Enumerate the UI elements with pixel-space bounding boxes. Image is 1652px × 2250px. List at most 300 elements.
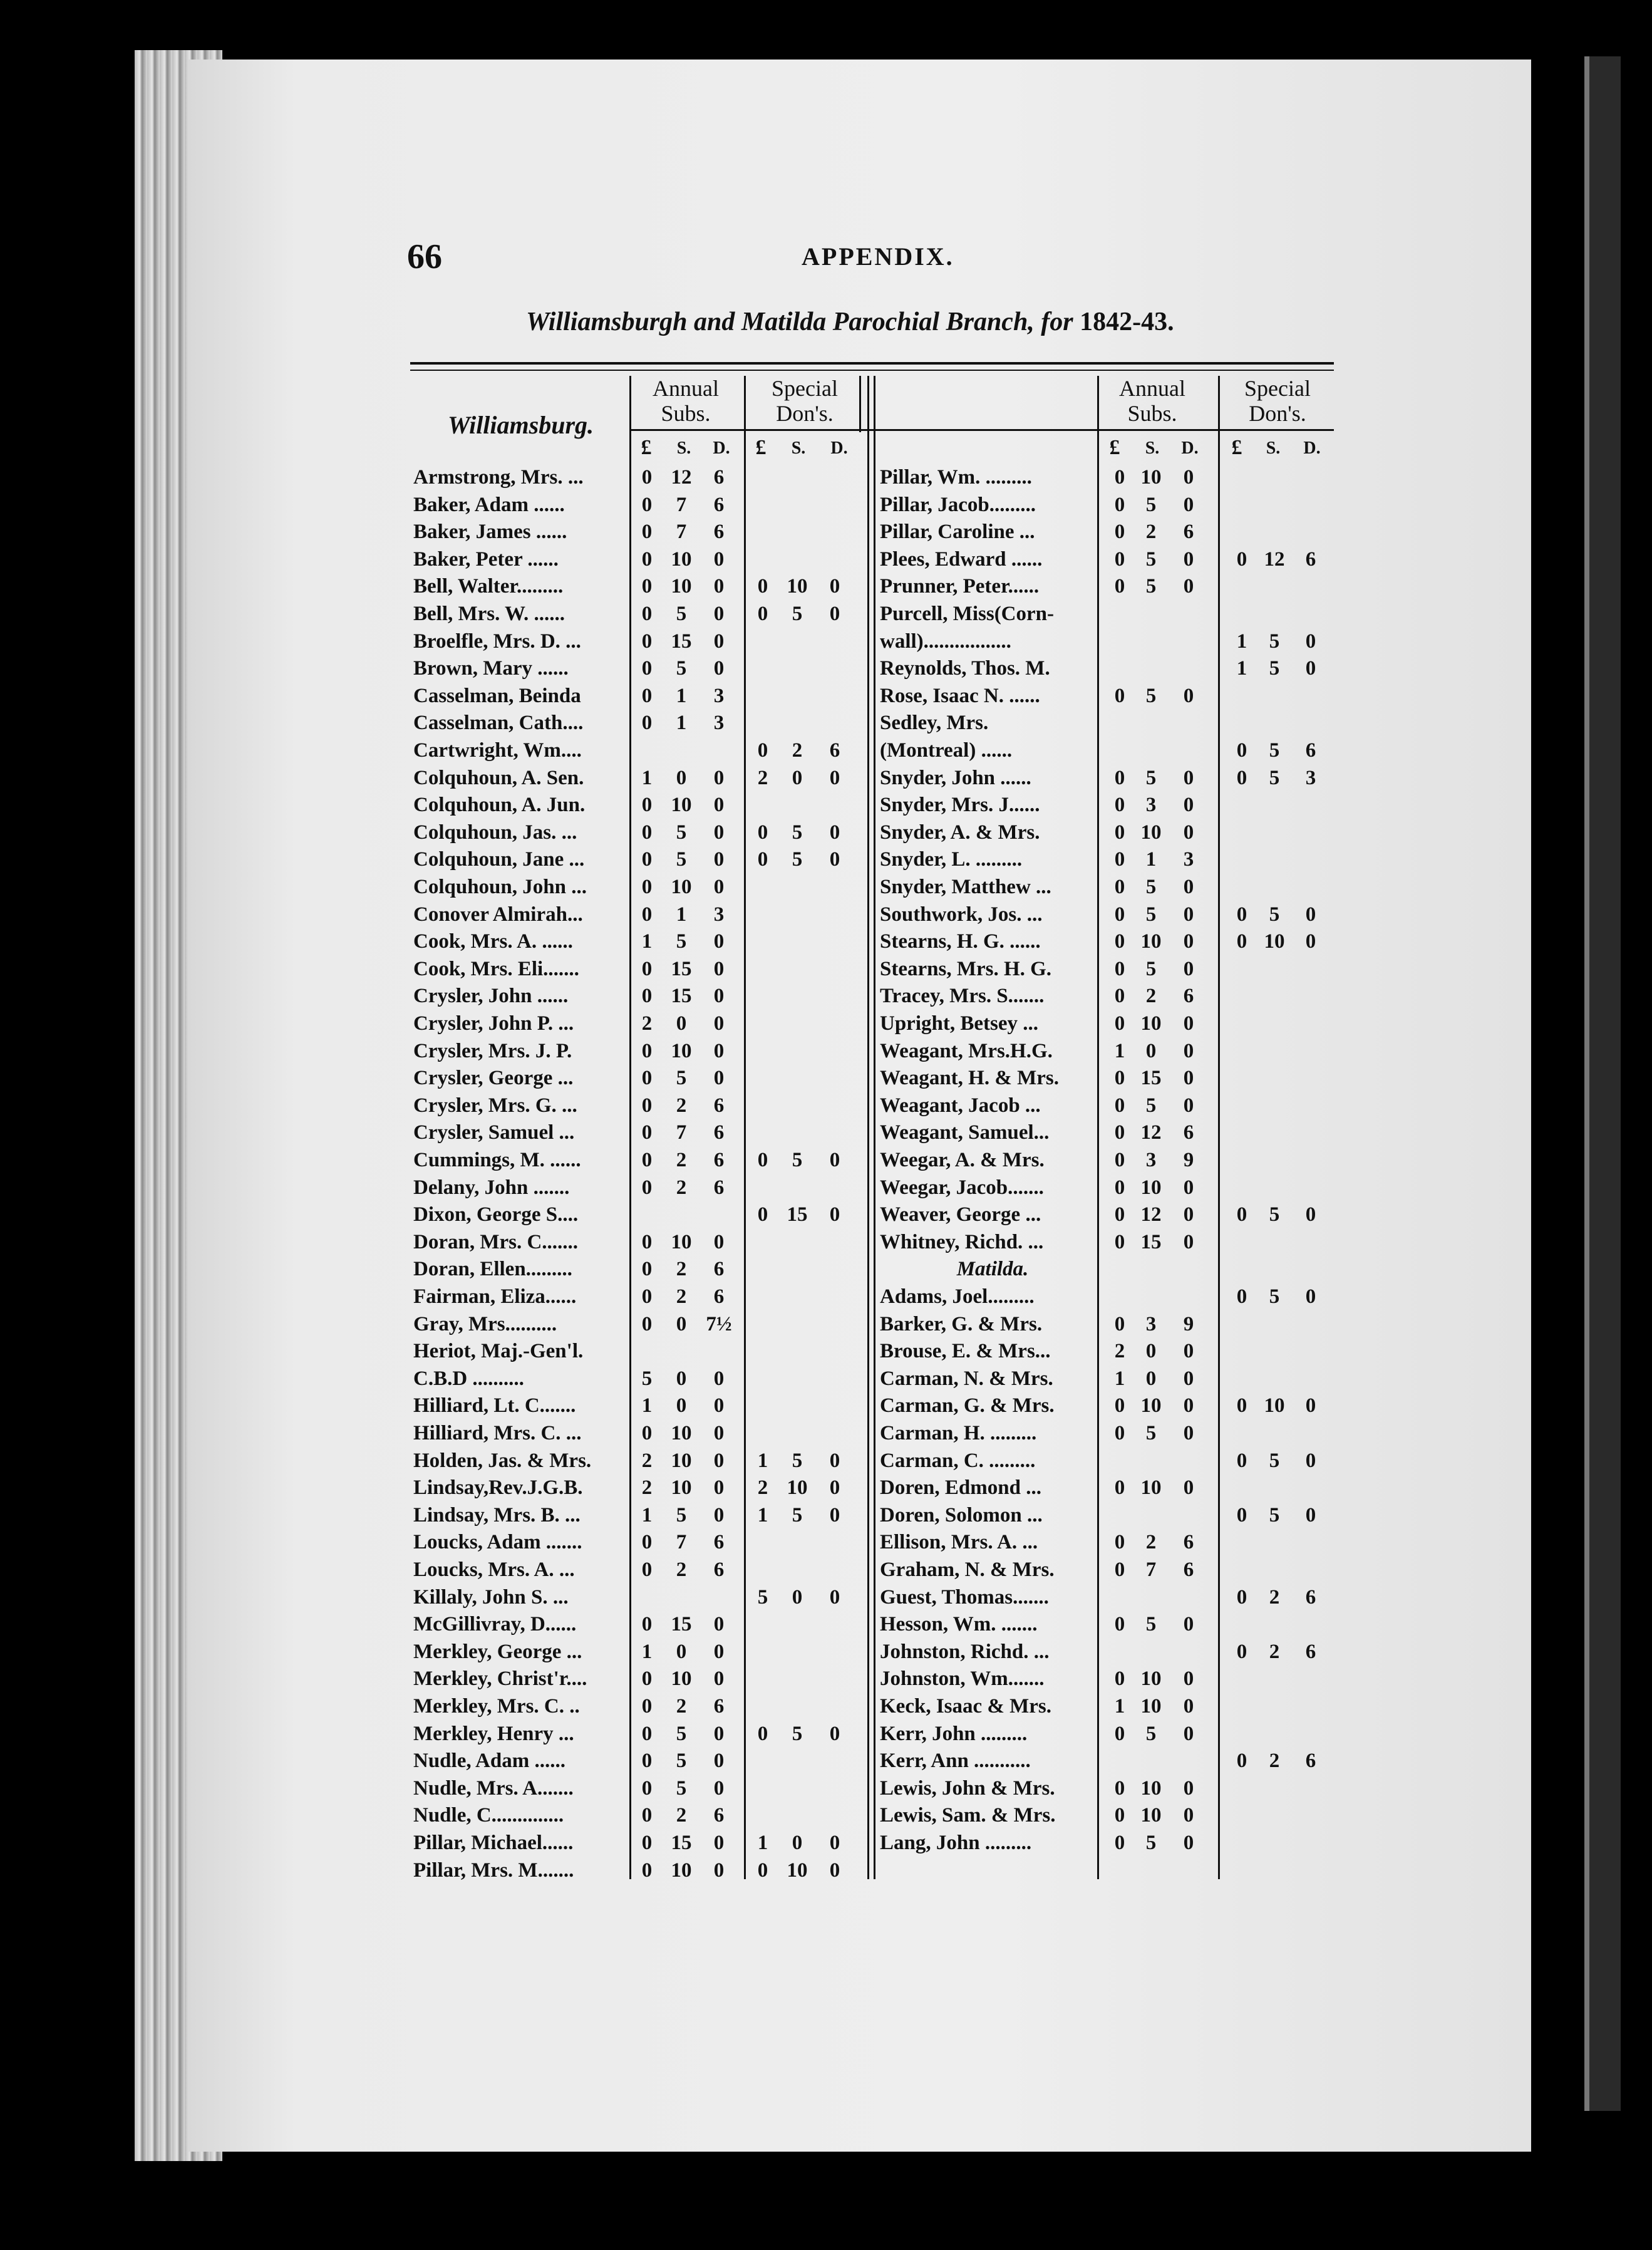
annual-shillings: 2 <box>676 1094 687 1117</box>
annual-pounds: 0 <box>1114 821 1125 844</box>
header-underline <box>629 429 1334 431</box>
subscriber-name: Hilliard, Mrs. C. ... <box>413 1422 582 1444</box>
running-head: APPENDIX. <box>802 242 954 271</box>
annual-shillings: 10 <box>1140 1012 1162 1035</box>
subscriber-name: Pillar, Caroline ... <box>880 521 1035 544</box>
annual-pence: 0 <box>1183 903 1194 926</box>
special-pounds: 0 <box>757 1203 768 1226</box>
annual-shillings: 2 <box>676 1285 687 1308</box>
list-item <box>413 518 852 546</box>
special-pence: 0 <box>1305 1285 1316 1308</box>
special-pounds: 0 <box>1236 1585 1247 1609</box>
annual-pence: 0 <box>713 547 725 571</box>
list-item <box>413 573 852 600</box>
annual-pence: 0 <box>713 1859 725 1882</box>
annual-pounds: 0 <box>641 903 653 926</box>
subscriber-name: (Montreal) ...... <box>880 739 1013 762</box>
list-item <box>880 573 1318 600</box>
special-pounds: 0 <box>1236 903 1247 926</box>
annual-pence: 0 <box>1183 575 1194 598</box>
annual-shillings: 10 <box>1140 1476 1162 1500</box>
subscriber-name: Lindsay,Rev.J.G.B. <box>413 1476 583 1500</box>
annual-pence: 0 <box>713 1722 725 1745</box>
annual-shillings: 2 <box>676 1149 687 1171</box>
annual-pounds: 0 <box>1114 1804 1125 1827</box>
annual-shillings: 15 <box>671 630 692 653</box>
annual-pence: 6 <box>713 1558 725 1581</box>
subscriber-name: Johnston, Richd. ... <box>880 1640 1050 1663</box>
annual-pounds: 0 <box>641 1230 653 1253</box>
top-rule-thin <box>410 370 1334 371</box>
annual-pounds: 0 <box>641 1531 653 1554</box>
annual-pence: 0 <box>713 1067 725 1090</box>
subscriber-name: Carman, G. & Mrs. <box>880 1394 1055 1418</box>
special-pence: 0 <box>829 1149 840 1171</box>
list-item <box>880 928 1318 955</box>
subscriber-name: Graham, N. & Mrs. <box>880 1558 1055 1581</box>
list-item <box>413 1802 852 1829</box>
list-item <box>413 1283 852 1310</box>
special-shillings: 5 <box>1269 739 1280 762</box>
annual-shillings: 10 <box>671 1422 692 1444</box>
annual-pence: 6 <box>713 1695 725 1718</box>
special-shillings: 5 <box>1269 1449 1280 1472</box>
special-pence: 0 <box>829 848 840 871</box>
special-shillings: 5 <box>1269 1503 1280 1527</box>
list-item <box>880 1556 1318 1584</box>
special-shillings: 5 <box>1269 903 1280 926</box>
subscriber-name: Cartwright, Wm.... <box>413 739 582 762</box>
list-item <box>880 1693 1318 1720</box>
special-pence: 0 <box>1305 1503 1316 1527</box>
list-item <box>880 518 1318 546</box>
special-pounds: 5 <box>757 1585 768 1609</box>
annual-shillings: 10 <box>671 1449 692 1472</box>
page-header <box>407 237 958 281</box>
annual-pounds: 0 <box>641 1285 653 1308</box>
list-item <box>413 1365 852 1392</box>
annual-shillings: 15 <box>1140 1230 1162 1253</box>
annual-shillings: 5 <box>1145 903 1157 926</box>
list-item <box>413 1556 852 1584</box>
column-rule <box>859 376 861 432</box>
subscriber-name: Cook, Mrs. Eli....... <box>413 957 579 980</box>
annual-pence: 0 <box>713 1012 725 1035</box>
subscriber-name: Guest, Thomas....... <box>880 1585 1049 1609</box>
annual-shillings: 0 <box>1145 1039 1157 1062</box>
annual-shillings: 10 <box>671 794 692 817</box>
subscriber-name: Weegar, Jacob....... <box>880 1176 1044 1199</box>
subscriber-name: Doran, Ellen......... <box>413 1258 572 1281</box>
special-pence: 6 <box>1305 1750 1316 1773</box>
special-pence: 3 <box>1305 766 1316 789</box>
list-item <box>880 1310 1318 1338</box>
subscriber-name: Plees, Edward ...... <box>880 547 1043 571</box>
special-shillings: 5 <box>792 848 803 871</box>
list-item <box>880 846 1318 873</box>
column-rule <box>867 376 869 1879</box>
annual-pence: 9 <box>1183 1149 1194 1171</box>
annual-pence: 0 <box>713 1476 725 1500</box>
special-shillings: 5 <box>1269 630 1280 653</box>
subscriber-name: Brouse, E. & Mrs... <box>880 1340 1051 1363</box>
list-item <box>413 1829 852 1857</box>
subscriber-name: Gray, Mrs.......... <box>413 1312 557 1335</box>
subscriber-name: Reynolds, Thos. M. <box>880 657 1050 680</box>
special-pence: 0 <box>1305 903 1316 926</box>
annual-pence: 0 <box>1183 1422 1194 1444</box>
subscriber-name: Crysler, Mrs. J. P. <box>413 1039 572 1062</box>
special-pounds: 0 <box>1236 1394 1247 1418</box>
annual-pounds: 2 <box>641 1476 653 1500</box>
annual-pounds: 0 <box>641 1832 653 1854</box>
annual-pence: 3 <box>1183 848 1194 871</box>
list-item <box>413 873 852 901</box>
annual-shillings: 7 <box>676 1121 687 1144</box>
subscriber-name: Snyder, Matthew ... <box>880 876 1051 898</box>
annual-pounds: 0 <box>641 1258 653 1281</box>
annual-pounds: 0 <box>1114 1203 1125 1226</box>
list-item <box>880 1474 1318 1501</box>
unit-pound: £ <box>641 436 652 459</box>
list-item <box>880 1747 1318 1775</box>
annual-pounds: 0 <box>1114 1613 1125 1636</box>
list-item <box>880 1365 1318 1392</box>
annual-pence: 0 <box>713 876 725 898</box>
subscriber-name: Snyder, John ...... <box>880 766 1031 789</box>
subscriber-name: Sedley, Mrs. <box>880 712 989 735</box>
annual-shillings: 0 <box>1145 1340 1157 1363</box>
special-pounds: 0 <box>1236 1503 1247 1527</box>
annual-pence: 0 <box>1183 1367 1194 1390</box>
special-pence: 0 <box>829 1859 840 1882</box>
annual-pounds: 0 <box>1114 1558 1125 1581</box>
annual-shillings: 10 <box>671 1039 692 1062</box>
list-item <box>413 1775 852 1802</box>
annual-pence: 0 <box>1183 1340 1194 1363</box>
annual-pounds: 0 <box>641 547 653 571</box>
list-item <box>413 1092 852 1119</box>
annual-pence: 0 <box>1183 1722 1194 1745</box>
subscriber-name: McGillivray, D...... <box>413 1613 577 1636</box>
annual-shillings: 10 <box>671 547 692 571</box>
subscriber-name: Weaver, George ... <box>880 1203 1041 1226</box>
annual-pounds: 0 <box>641 1094 653 1117</box>
annual-pence: 6 <box>1183 521 1194 544</box>
list-item <box>880 1665 1318 1693</box>
list-item <box>880 1010 1318 1037</box>
special-pounds: 1 <box>757 1449 768 1472</box>
list-item <box>413 1064 852 1092</box>
annual-shillings: 5 <box>676 603 687 625</box>
annual-pence: 0 <box>713 1422 725 1444</box>
annual-shillings: 3 <box>1145 1312 1157 1335</box>
annual-shillings: 5 <box>676 848 687 871</box>
special-pounds: 2 <box>757 766 768 789</box>
annual-pounds: 0 <box>641 1695 653 1718</box>
subscriber-name: Crysler, John ...... <box>413 985 569 1008</box>
annual-shillings: 10 <box>1140 466 1162 489</box>
special-pounds: 0 <box>1236 1640 1247 1663</box>
annual-pence: 6 <box>713 493 725 516</box>
subscriber-name: Baker, Peter ...... <box>413 547 559 571</box>
special-pence: 0 <box>829 1449 840 1472</box>
subscriber-name: Hesson, Wm. ....... <box>880 1613 1038 1636</box>
annual-pounds: 0 <box>641 794 653 817</box>
subscriber-name: Weagant, Samuel... <box>880 1121 1050 1144</box>
subscriber-name: Colquhoun, A. Jun. <box>413 794 586 817</box>
subscriber-name: Merkley, Henry ... <box>413 1722 574 1745</box>
annual-pounds: 0 <box>1114 1394 1125 1418</box>
list-item <box>880 1610 1318 1638</box>
subscriber-name: Bell, Walter......... <box>413 575 564 598</box>
annual-pence: 3 <box>713 684 725 707</box>
unit-pence: D. <box>1303 438 1321 458</box>
annual-shillings: 5 <box>676 1067 687 1090</box>
subscriber-name: Pillar, Wm. ......... <box>880 466 1032 489</box>
annual-pounds: 0 <box>641 575 653 598</box>
annual-pounds: 1 <box>1114 1039 1125 1062</box>
list-item <box>880 955 1318 983</box>
annual-pence: 0 <box>713 1750 725 1773</box>
list-item <box>413 1638 852 1666</box>
annual-shillings: 5 <box>1145 493 1157 516</box>
special-shillings: 10 <box>787 1476 808 1500</box>
list-item <box>413 1392 852 1419</box>
special-pounds: 0 <box>1236 1285 1247 1308</box>
facing-page-edge <box>1584 56 1621 2111</box>
annual-pence: 6 <box>713 521 725 544</box>
annual-shillings: 2 <box>676 1695 687 1718</box>
annual-pounds: 0 <box>641 848 653 871</box>
special-shillings: 10 <box>787 575 808 598</box>
annual-pence: 0 <box>1183 821 1194 844</box>
list-item <box>880 1447 1318 1475</box>
special-pounds: 0 <box>757 603 768 625</box>
subscriber-name: Colquhoun, A. Sen. <box>413 766 584 789</box>
list-item <box>880 682 1318 710</box>
annual-pence: 6 <box>713 1285 725 1308</box>
annual-pounds: 0 <box>641 466 653 489</box>
special-shillings: 5 <box>1269 1285 1280 1308</box>
annual-shillings: 15 <box>671 985 692 1008</box>
annual-pence: 6 <box>713 1149 725 1171</box>
subscriber-name: Kerr, John ......... <box>880 1722 1028 1745</box>
list-item <box>880 1255 1318 1283</box>
annual-shillings: 15 <box>1140 1067 1162 1090</box>
annual-pounds: 0 <box>1114 876 1125 898</box>
annual-shillings: 10 <box>1140 930 1162 953</box>
list-item <box>880 628 1318 655</box>
subscriber-name: Baker, James ...... <box>413 521 567 544</box>
subscriber-name: Cook, Mrs. A. ...... <box>413 930 573 953</box>
list-item <box>413 1528 852 1556</box>
special-pence: 6 <box>1305 739 1316 762</box>
annual-shillings: 15 <box>671 1832 692 1854</box>
annual-shillings: 10 <box>1140 1776 1162 1800</box>
annual-shillings: 10 <box>1140 1804 1162 1827</box>
list-item <box>413 709 852 737</box>
annual-pounds: 0 <box>1114 794 1125 817</box>
annual-pence: 0 <box>1183 547 1194 571</box>
annual-pence: 0 <box>1183 684 1194 707</box>
annual-pounds: 0 <box>641 1776 653 1800</box>
special-pence: 6 <box>1305 1585 1316 1609</box>
annual-pounds: 0 <box>641 821 653 844</box>
annual-pence: 3 <box>713 903 725 926</box>
annual-pounds: 0 <box>641 1121 653 1144</box>
list-item <box>413 464 852 491</box>
special-pounds: 0 <box>757 1722 768 1745</box>
section-williamsburg: Williamsburg. <box>448 411 594 439</box>
annual-pence: 0 <box>713 1776 725 1800</box>
annual-pounds: 0 <box>1114 985 1125 1008</box>
list-item <box>880 1775 1318 1802</box>
annual-pence: 6 <box>713 466 725 489</box>
annual-pence: 0 <box>1183 1176 1194 1199</box>
annual-pence: 0 <box>713 985 725 1008</box>
annual-pence: 0 <box>1183 1094 1194 1117</box>
annual-pounds: 0 <box>1114 466 1125 489</box>
annual-shillings: 5 <box>1145 1422 1157 1444</box>
annual-pence: 6 <box>1183 1121 1194 1144</box>
list-item <box>413 1174 852 1201</box>
annual-pounds: 0 <box>1114 1067 1125 1090</box>
annual-pounds: 0 <box>641 1558 653 1581</box>
annual-shillings: 10 <box>1140 1667 1162 1691</box>
left-annual-header <box>632 376 739 426</box>
unit-pound: £ <box>1231 436 1242 459</box>
annual-pence: 0 <box>1183 1804 1194 1827</box>
special-pounds: 0 <box>1236 1750 1247 1773</box>
special-pounds: 0 <box>757 821 768 844</box>
subscriber-name: Doran, Mrs. C....... <box>413 1230 579 1253</box>
annual-label: Annual <box>1119 376 1185 401</box>
annual-pence: 0 <box>1183 1667 1194 1691</box>
annual-pounds: 0 <box>641 1312 653 1335</box>
annual-pounds: 0 <box>1114 493 1125 516</box>
annual-pounds: 0 <box>1114 1422 1125 1444</box>
list-item <box>413 1419 852 1447</box>
list-item <box>880 709 1318 737</box>
list-item <box>413 1146 852 1174</box>
special-shillings: 2 <box>792 739 803 762</box>
special-label: Special <box>772 376 838 401</box>
subscriber-name: Barker, G. & Mrs. <box>880 1312 1043 1335</box>
subscriber-name: Pillar, Michael...... <box>413 1832 574 1854</box>
subscriber-name: Broelfle, Mrs. D. ... <box>413 630 581 653</box>
list-item <box>413 1610 852 1638</box>
list-item <box>880 1501 1318 1529</box>
annual-pence: 0 <box>713 1832 725 1854</box>
annual-pence: 0 <box>713 1394 725 1418</box>
annual-pounds: 0 <box>1114 1722 1125 1745</box>
list-item <box>413 982 852 1010</box>
annual-pounds: 1 <box>641 1394 653 1418</box>
annual-shillings: 0 <box>676 1312 687 1335</box>
annual-pence: 6 <box>713 1531 725 1554</box>
special-shillings: 5 <box>1269 1203 1280 1226</box>
unit-shillings: S. <box>1266 438 1281 458</box>
annual-pounds: 0 <box>1114 903 1125 926</box>
annual-shillings: 3 <box>1145 794 1157 817</box>
annual-pence: 0 <box>713 957 725 980</box>
annual-pence: 3 <box>713 712 725 735</box>
list-item <box>880 1283 1318 1310</box>
annual-pounds: 2 <box>641 1449 653 1472</box>
annual-shillings: 15 <box>671 1613 692 1636</box>
list-item <box>880 1584 1318 1611</box>
annual-pounds: 0 <box>641 1750 653 1773</box>
annual-pounds: 0 <box>1114 1312 1125 1335</box>
annual-pounds: 0 <box>641 657 653 680</box>
special-shillings: 10 <box>1264 930 1285 953</box>
unit-pence: D. <box>830 438 848 458</box>
list-item <box>413 819 852 846</box>
special-pounds: 0 <box>1236 1449 1247 1472</box>
annual-shillings: 10 <box>1140 1394 1162 1418</box>
annual-shillings: 5 <box>1145 684 1157 707</box>
subscriber-name: Ellison, Mrs. A. ... <box>880 1531 1038 1554</box>
annual-shillings: 5 <box>1145 876 1157 898</box>
list-item <box>880 1201 1318 1228</box>
annual-pounds: 0 <box>641 876 653 898</box>
list-item <box>880 655 1318 682</box>
special-pence: 6 <box>829 739 840 762</box>
subscriber-name: Purcell, Miss(Corn- <box>880 603 1055 625</box>
annual-pounds: 1 <box>641 1640 653 1663</box>
annual-pence: 0 <box>1183 1203 1194 1226</box>
annual-pounds: 0 <box>1114 521 1125 544</box>
annual-pounds: 0 <box>641 521 653 544</box>
annual-pounds: 0 <box>1114 1176 1125 1199</box>
annual-pence: 0 <box>1183 1832 1194 1854</box>
subscriber-name: wall)................. <box>880 630 1011 653</box>
subscriber-name: Crysler, Mrs. G. ... <box>413 1094 577 1117</box>
list-item <box>880 491 1318 519</box>
right-annual-header <box>1096 376 1209 426</box>
unit-pence: D. <box>713 438 730 458</box>
list-item <box>880 1174 1318 1201</box>
annual-pence: 0 <box>713 930 725 953</box>
special-pence: 0 <box>829 575 840 598</box>
list-item <box>880 791 1318 819</box>
subscriber-name: Armstrong, Mrs. ... <box>413 466 584 489</box>
special-shillings: 10 <box>1264 1394 1285 1418</box>
list-item <box>413 1010 852 1037</box>
list-item <box>880 901 1318 928</box>
list-item <box>413 1119 852 1146</box>
special-shillings: 5 <box>792 603 803 625</box>
right-special-header <box>1221 376 1334 426</box>
subscriber-name: Holden, Jas. & Mrs. <box>413 1449 592 1472</box>
special-pence: 0 <box>829 603 840 625</box>
special-shillings: 5 <box>792 1503 803 1527</box>
unit-pence: D. <box>1181 438 1199 458</box>
annual-pence: 0 <box>713 1503 725 1527</box>
subscriber-name: Dixon, George S.... <box>413 1203 579 1226</box>
list-item <box>880 1528 1318 1556</box>
special-shillings: 2 <box>1269 1640 1280 1663</box>
special-pounds: 0 <box>757 1859 768 1882</box>
list-item <box>413 1310 852 1338</box>
special-pence: 0 <box>829 1476 840 1500</box>
special-pence: 0 <box>1305 630 1316 653</box>
annual-shillings: 10 <box>671 575 692 598</box>
list-item <box>413 1665 852 1693</box>
annual-pounds: 0 <box>641 1039 653 1062</box>
annual-pounds: 1 <box>641 766 653 789</box>
